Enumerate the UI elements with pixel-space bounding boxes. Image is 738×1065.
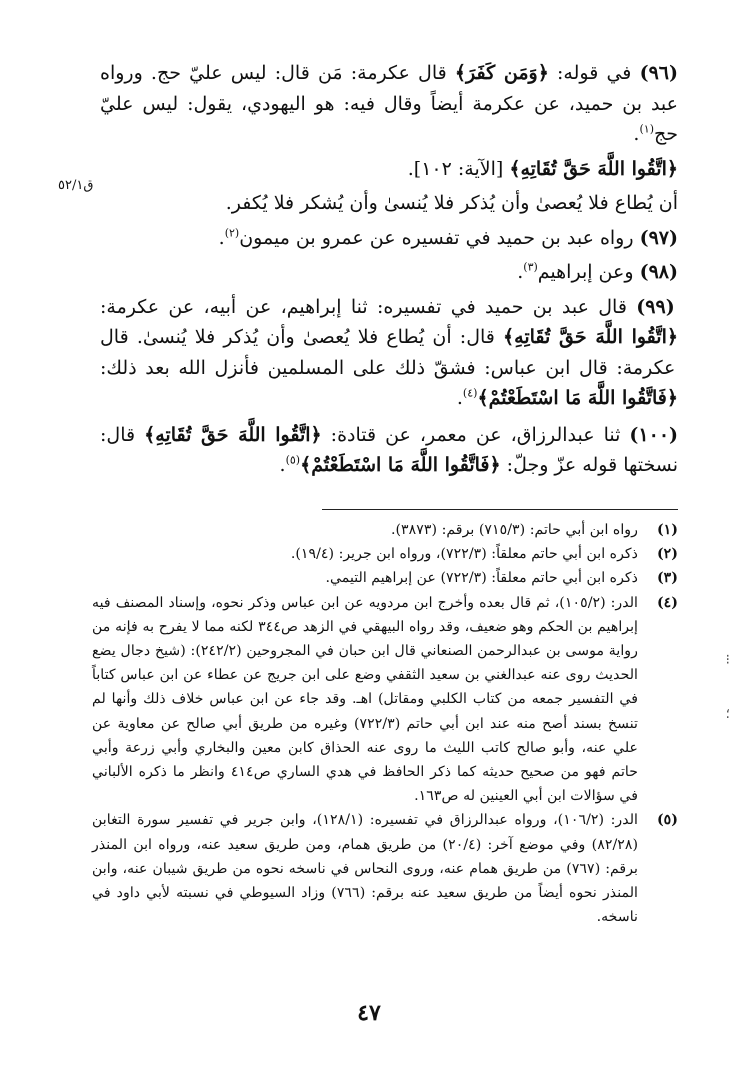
footnotes — [92, 518, 678, 929]
item-number: (٩٧) — [639, 226, 678, 249]
footnote-item — [92, 808, 678, 929]
text: رواه عبد بن حميد في تفسيره عن عمرو بن ميمون — [239, 226, 634, 249]
footnote-item — [92, 566, 678, 590]
footnote-number: (٤) — [656, 594, 678, 611]
quran-quote: ﴿اتَّقُوا اللَّهَ حَقَّ تُقَاتِهِ﴾ — [509, 157, 678, 180]
text: . — [456, 387, 463, 409]
footnote-divider — [322, 509, 678, 510]
footnote-ref: (٣) — [523, 260, 538, 274]
footnote-text: ذكره ابن أبي حاتم معلقاً: (٧٢٢/٣)، ورواه ابن جرير: (١٩/٤). — [290, 546, 638, 563]
quran-quote: ﴿فَاتَّقُوا اللَّهَ مَا اسْتَطَعْتُمْ﴾ — [300, 454, 501, 476]
text: في قوله: — [548, 62, 632, 84]
margin-dot: ⁝ — [725, 652, 730, 668]
text: . — [633, 123, 640, 145]
quran-quote: ﴿فَاتَّقُوا اللَّهَ مَا اسْتَطَعْتُمْ﴾ — [477, 387, 678, 409]
footnote-ref: (٢) — [224, 226, 240, 240]
manuscript-folio-note: ق٥٢/١ — [58, 178, 94, 193]
quran-quote: ﴿وَمَن كَفَرَ﴾ — [454, 62, 549, 84]
item-number: (١٠٠) — [629, 423, 679, 446]
quran-quote: ﴿اتَّقُوا اللَّهَ حَقَّ تُقَاتِهِ﴾ — [503, 326, 678, 348]
quran-quote: ﴿اتَّقُوا اللَّهَ حَقَّ تُقَاتِهِ﴾ — [144, 423, 322, 446]
text: قال عبد بن حميد في تفسيره: ثنا إبراهيم، عن أبيه، عن عكرمة: — [100, 295, 627, 318]
paragraph-96 — [100, 58, 678, 150]
paragraph-100 — [100, 420, 678, 481]
footnote-item — [92, 542, 678, 566]
footnote-ref: (١) — [639, 122, 654, 136]
verse-reference: [الآية: ١٠٢]. — [407, 157, 504, 180]
footnote-number: (١) — [656, 522, 678, 538]
text: قال عكرمة: مَن قال: ليس عليّ حج. ورواه عبد بن حميد، عن عكرمة أيضاً وقال فيه: هو اليهودي، يقول: ليس عليّ حج — [100, 62, 678, 145]
footnote-text: الدر: (١٠٦/٢)، ورواه عبدالرزاق في تفسيره: (١٢٨/١)، وابن جرير في تفسير سورة التغابن (٨٢/٢٨) وفي موضع آخر: (٢٠/٤) من طريق همام، ومن طريق سعيد عنه، ورواه ابن المنذر برقم: (٧٦٧) من طريق همام عنه، وروى النحاس في ناسخه نحوه من طريق شيبان عنه، وابن المنذر نحوه أيضاً من طريق سعيد عنه برقم: (٧٦٦) وزاد السيوطي في نسبته لأبي داود في ناسخه. — [92, 812, 639, 926]
footnote-ref: (٤) — [462, 386, 478, 400]
footnote-ref: (٥) — [285, 453, 301, 467]
footnote-text: ذكره ابن أبي حاتم معلقاً: (٧٢٢/٣) عن إبراهيم التيمي. — [325, 570, 638, 587]
footnote-number: (٣) — [656, 570, 678, 587]
margin-dot: ؛ — [725, 706, 730, 722]
footnote-item — [92, 591, 678, 809]
footnote-text: الدر: (١٠٥/٢)، ثم قال بعده وأخرج ابن مردويه عن ابن عباس وذكر نحوه، وإسناد المصنف فيه إبراهيم بن الحكم وهو ضعيف، وقد رواه البيهقي في الزهد ص٣٤٤ لكنه مما لا يفرح به فإنه من رواية موسى بن عبدالرحمن الصنعاني قال ابن حبان في المجروحين (٢٤٢/٢): (شيخ دجال يضع الحديث روى عنه عبدالغني بن سعيد الثقفي وضع على ابن جريج عن عطاء عن ابن عباس كتاباً في التفسير جمعه من كتاب الكلبي ومقاتل) اهـ. وقد جاء عن ابن عباس خلاف ذلك وأنها لم تنسخ بسند أصح منه عند ابن أبي حاتم (٧٢٢/٣) وغيره من طريق أبي صالح عن معاوية عن علي عنه، وأبو صالح كاتب الليث ما روى عنه الحذاق كابن معين والبخاري وأبي زرعة وأبي حاتم فهو من صحيح حديثه كما ذكر الحافظ في هدي الساري ص٤١٤ وانظر ما ذكره الألباني في سؤالات ابن أبي العينين له ص١٦٣. — [92, 594, 638, 805]
text: قال: أن يُطاع فلا يُعصىٰ وأن يُذكر فلا يُنسىٰ. قال عكرمة: قال ابن عباس: فشقّ ذلك على المسلمين فأنزل الله بعد ذلك: — [100, 326, 676, 379]
paragraph-97 — [100, 223, 678, 254]
paragraph-99 — [100, 292, 678, 414]
text: . — [218, 226, 225, 249]
text: ثنا عبدالرزاق، عن معمر، عن قتادة: — [321, 423, 621, 446]
footnote-number: (٢) — [656, 546, 678, 563]
text: . — [517, 261, 524, 283]
page-number: ٤٧ — [357, 1000, 381, 1026]
footnote-text: رواه ابن أبي حاتم: (٧١٥/٣) برقم: (٣٨٧٣). — [391, 522, 638, 538]
main-text — [100, 58, 678, 485]
text: . — [279, 454, 286, 476]
footnote-item — [92, 518, 678, 542]
item-number: (٩٩) — [636, 295, 675, 318]
text: أن يُطاع فلا يُعصىٰ وأن يُذكر فلا يُنسىٰ وأن يُشكر فلا يُكفر. — [225, 192, 678, 214]
verse-heading — [100, 154, 678, 185]
paragraph-98 — [100, 257, 678, 288]
item-number: (٩٦) — [639, 62, 678, 84]
text: قال: نسختها قوله عزّ وجلّ: — [100, 423, 678, 476]
paragraph-explanation — [100, 188, 678, 219]
text: وعن إبراهيم — [537, 261, 634, 283]
footnote-number: (٥) — [656, 812, 678, 829]
item-number: (٩٨) — [639, 261, 678, 283]
